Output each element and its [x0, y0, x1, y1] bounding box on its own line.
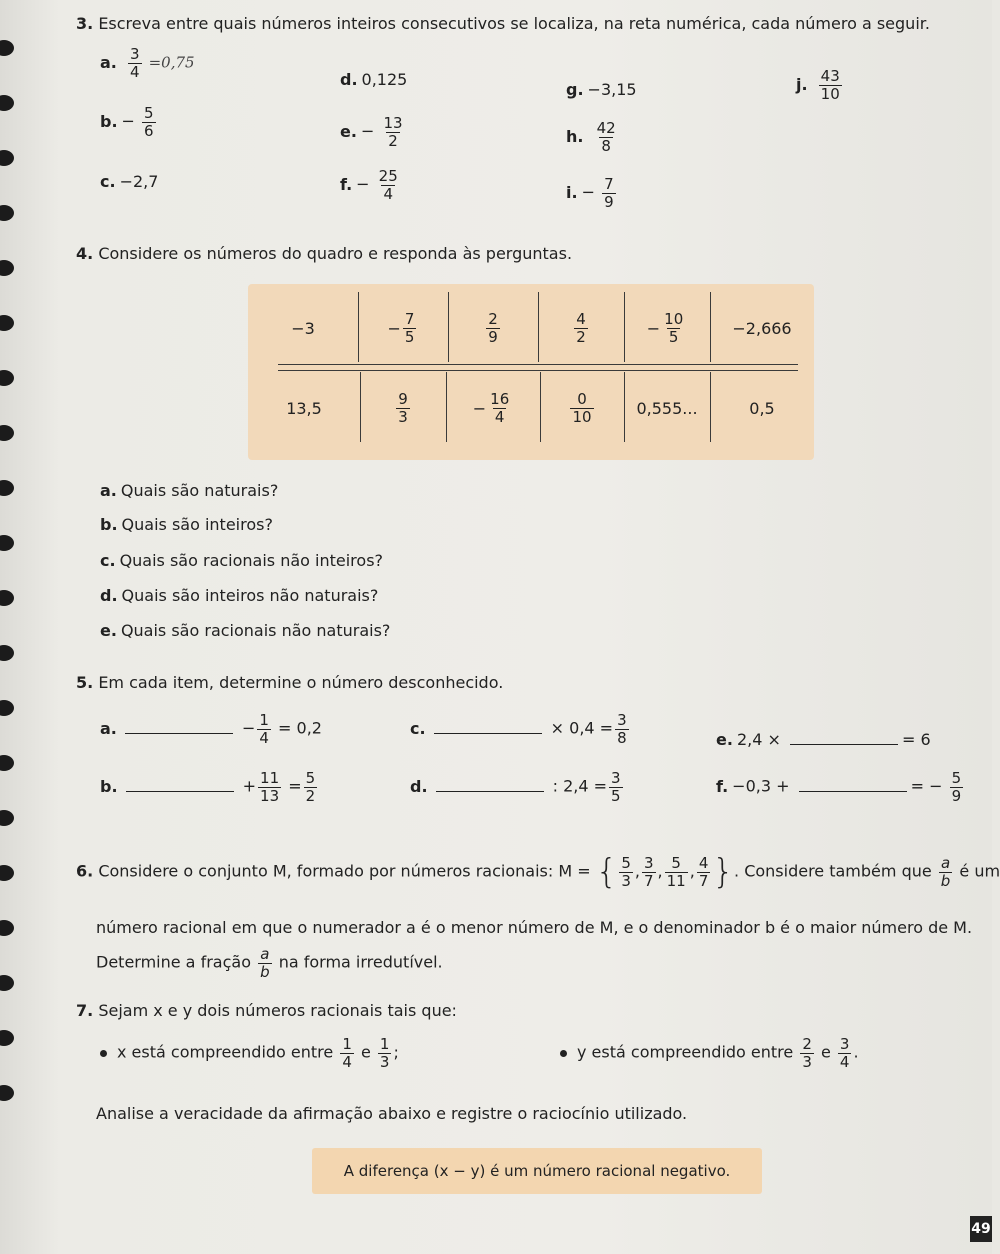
q7-header: 7. Sejam x e y dois números racionais tais que: [76, 1001, 457, 1020]
table-cell: $\frac{0}{10}$ [572, 390, 592, 426]
q6-line1: 6. Considere o conjunto M, formado por números racionais: M = { $\frac{5}{3}$ , $\frac{3}{7}$ , $\frac{5}{11}$ , $\frac{4}{7}$ }. Considere também que $\frac{a}{b}$ é um [76, 852, 1000, 892]
page-number: 49 [970, 1216, 992, 1242]
answer-blank[interactable] [126, 777, 234, 792]
q7-statement-box [312, 1148, 762, 1194]
q4-header: 4. Considere os números do quadro e responda às perguntas. [76, 244, 573, 263]
q4-question-e: e. Quais são racionais não naturais? [100, 621, 391, 640]
q5-header: 5. Em cada item, determine o número desconhecido. [76, 673, 504, 692]
fraction: $\frac{42}{8}$ [596, 119, 616, 155]
fraction: $\frac{13}{2}$ [383, 114, 403, 150]
answer-blank[interactable] [799, 777, 907, 792]
q7-bullet-y: y está compreendido entre $\frac{2}{3}$ e $\frac{3}{4}$ . [560, 1036, 859, 1070]
answer-blank[interactable] [436, 777, 544, 792]
q3-item-c: c. −2,7 [100, 172, 159, 191]
q3-item-j: j. $\frac{43}{10}$ [796, 67, 840, 103]
answer-blank[interactable] [434, 719, 542, 734]
table-cell: − $\frac{10}{5}$ [646, 310, 684, 346]
q3-item-d: d. 0,125 [340, 70, 408, 89]
q4-question-a: a. Quais são naturais? [100, 481, 279, 500]
table-cell: $\frac{2}{9}$ [488, 310, 498, 346]
q3-item-e: e. − $\frac{13}{2}$ [340, 114, 403, 150]
q3-item-i: i. − $\frac{7}{9}$ [566, 175, 614, 211]
fraction: $\frac{5}{6}$ [144, 104, 154, 140]
q6-line3: Determine a fração $\frac{a}{b}$ na forma irredutível. [96, 945, 443, 981]
q3-item-a: a. $\frac{3}{4}$ =0,75 [100, 45, 195, 81]
table-cell: −2,666 [732, 318, 792, 338]
q3-item-f: f. − $\frac{25}{4}$ [340, 167, 398, 203]
table-cell: − $\frac{7}{5}$ [387, 310, 415, 346]
q3-text: Escreva entre quais números inteiros consecutivos se localiza, na reta numérica, cada número a seguir. [98, 14, 930, 33]
table-cell: −3 [291, 318, 315, 338]
q3-item-h: h. $\frac{42}{8}$ [566, 119, 616, 155]
q7-instruction: Analise a veracidade da afirmação abaixo e registre o raciocínio utilizado. [96, 1104, 688, 1123]
fraction: $\frac{7}{9}$ [604, 175, 614, 211]
fraction: $\frac{43}{10}$ [820, 67, 840, 103]
q7-bullet-x: x está compreendido entre $\frac{1}{4}$ e $\frac{1}{3}$ ; [100, 1036, 399, 1070]
q5-item-a: a. − $\frac{1}{4}$ = 0,2 [100, 711, 322, 747]
fraction: $\frac{3}{4}$ [129, 45, 140, 81]
table-cell: $\frac{9}{3}$ [398, 390, 408, 426]
q7-statement: A diferença (x − y) é um número racional negativo. [343, 1162, 731, 1180]
q4-question-d: d. Quais são inteiros não naturais? [100, 586, 379, 605]
table-cell: 13,5 [286, 398, 322, 418]
q3-number: 3. [76, 14, 94, 33]
q5-item-b: b. + $\frac{11}{13}$ = $\frac{5}{2}$ [100, 769, 316, 805]
q5-item-e: e. 2,4 × = 6 [716, 730, 931, 749]
table-cell: $\frac{4}{2}$ [576, 310, 586, 346]
table-cell: 0,555... [636, 398, 698, 418]
q6-line2: número racional em que o numerador a é o menor número de M, e o denominador b é o maior número de M. [96, 918, 973, 937]
fraction: $\frac{25}{4}$ [378, 167, 398, 203]
q5-item-c: c. × 0,4 = $\frac{3}{8}$ [410, 711, 627, 747]
q4-question-c: c. Quais são racionais não inteiros? [100, 551, 384, 570]
q5-item-f: f. −0,3 + = − $\frac{5}{9}$ [716, 769, 962, 805]
answer-blank[interactable] [125, 719, 233, 734]
q3-header [76, 14, 930, 33]
handwritten-note: =0,75 [148, 53, 195, 72]
q5-item-d: d. : 2,4 = $\frac{3}{5}$ [410, 769, 621, 805]
table-cell: − $\frac{16}{4}$ [472, 390, 510, 426]
q3-item-g: g. −3,15 [566, 80, 637, 99]
number-table [248, 284, 814, 460]
table-cell: 0,5 [749, 398, 775, 418]
q3-item-b: b. − $\frac{5}{6}$ [100, 104, 154, 140]
answer-blank[interactable] [790, 730, 898, 745]
q4-question-b: b. Quais são inteiros? [100, 515, 273, 534]
